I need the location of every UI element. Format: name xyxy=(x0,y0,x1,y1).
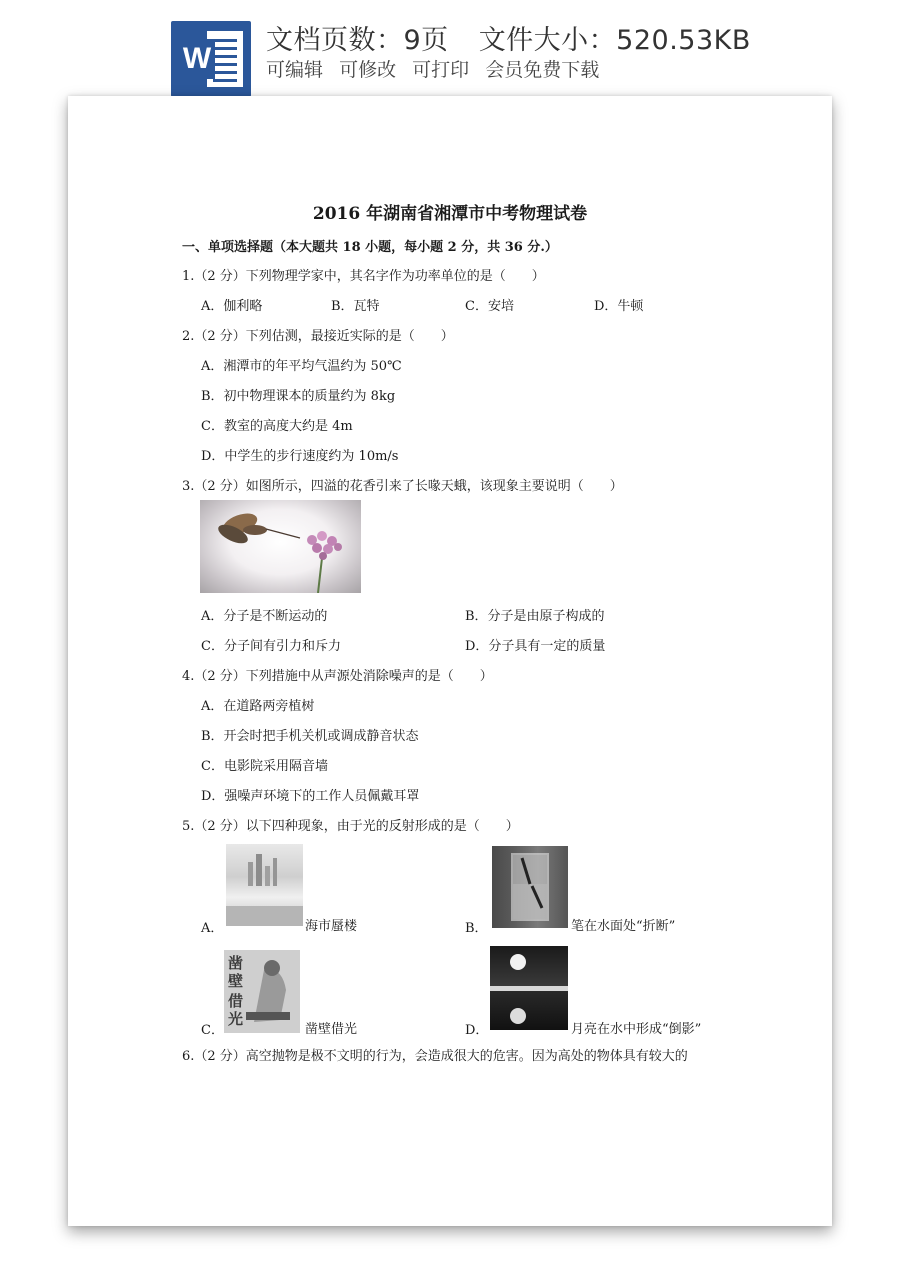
moon-reflection-drawing xyxy=(490,946,568,1030)
q2-option-c: C．教室的高度大约是 4m xyxy=(201,419,353,434)
poster-title-1: 凿壁 xyxy=(228,954,244,990)
moon-reflection-image xyxy=(490,946,568,1030)
q5-option-b-caption: 笔在水面处“折断” xyxy=(571,919,676,934)
question-2-stem: 2.（2 分）下列估测，最接近实际的是（ ） xyxy=(182,329,454,344)
mirage-image xyxy=(226,844,303,926)
q5-option-d-letter: D． xyxy=(465,1023,489,1038)
q4-option-d: D．强噪声环境下的工作人员佩戴耳罩 xyxy=(201,789,420,804)
pencil-in-water-drawing xyxy=(492,846,568,928)
document-page xyxy=(68,96,832,1226)
feature-free-download: 会员免费下载 xyxy=(485,59,600,81)
chiseling-wall-image xyxy=(224,950,300,1033)
hawkmoth-flower-drawing xyxy=(200,500,361,593)
q4-option-c: C．电影院采用隔音墙 xyxy=(201,759,328,774)
q1-option-c: C．安培 xyxy=(465,299,514,314)
file-info xyxy=(266,18,751,57)
q5-option-c-caption: 凿壁借光 xyxy=(305,1022,358,1037)
q3-option-a: A．分子是不断运动的 xyxy=(201,609,328,624)
q2-option-b: B．初中物理课本的质量约为 8kg xyxy=(201,389,396,404)
question-4-stem: 4.（2 分）下列措施中从声源处消除噪声的是（ ） xyxy=(182,669,493,684)
hawkmoth-flower-image xyxy=(200,500,361,593)
feature-printable: 可打印 xyxy=(412,59,470,81)
q4-option-b: B．开会时把手机关机或调成静音状态 xyxy=(201,729,419,744)
question-5-stem: 5.（2 分）以下四种现象，由于光的反射形成的是（ ） xyxy=(182,819,519,834)
q3-option-d: D．分子具有一定的质量 xyxy=(465,639,606,654)
question-6-stem: 6.（2 分）高空抛物是极不文明的行为，会造成很大的危害。因为高处的物体具有较大的 xyxy=(182,1049,688,1064)
feature-list xyxy=(266,55,609,82)
feature-editable: 可编辑 xyxy=(266,59,324,81)
word-document-icon xyxy=(171,21,251,97)
page-count-label: 文档页数：9页 xyxy=(266,25,449,56)
question-3-stem: 3.（2 分）如图所示，四溢的花香引来了长喙天蛾，该现象主要说明（ ） xyxy=(182,479,623,494)
download-header xyxy=(0,0,900,96)
q4-option-a: A．在道路两旁植树 xyxy=(201,699,315,714)
q5-option-c-letter: C． xyxy=(201,1023,224,1038)
poster-title-2: 借光 xyxy=(228,992,244,1028)
q5-option-a-letter: A． xyxy=(201,921,224,936)
q5-option-d-caption: 月亮在水中形成“倒影” xyxy=(571,1022,702,1037)
q5-option-a-caption: 海市蜃楼 xyxy=(305,919,358,934)
q3-option-b: B．分子是由原子构成的 xyxy=(465,609,605,624)
q3-option-c: C．分子间有引力和斥力 xyxy=(201,639,341,654)
q2-option-d: D．中学生的步行速度约为 10m/s xyxy=(201,449,399,464)
q1-option-b: B．瓦特 xyxy=(331,299,380,314)
mirage-drawing xyxy=(226,844,303,926)
feature-modifiable: 可修改 xyxy=(339,59,397,81)
question-1-stem: 1.（2 分）下列物理学家中，其名字作为功率单位的是（ ） xyxy=(182,269,545,284)
q5-option-b-letter: B． xyxy=(465,921,488,936)
q2-option-a: A．湘潭市的年平均气温约为 50℃ xyxy=(201,359,402,374)
pencil-in-water-image xyxy=(492,846,568,928)
q1-option-a: A．伽利略 xyxy=(201,299,263,314)
file-size-label: 文件大小：520.53KB xyxy=(478,25,751,56)
q1-option-d: D．牛顿 xyxy=(594,299,644,314)
document-title: 2016 年湖南省湘潭市中考物理试卷 xyxy=(312,204,588,224)
word-logo-letter: W xyxy=(179,39,215,79)
section-heading: 一、单项选择题（本大题共 18 小题，每小题 2 分，共 36 分.） xyxy=(182,240,558,255)
